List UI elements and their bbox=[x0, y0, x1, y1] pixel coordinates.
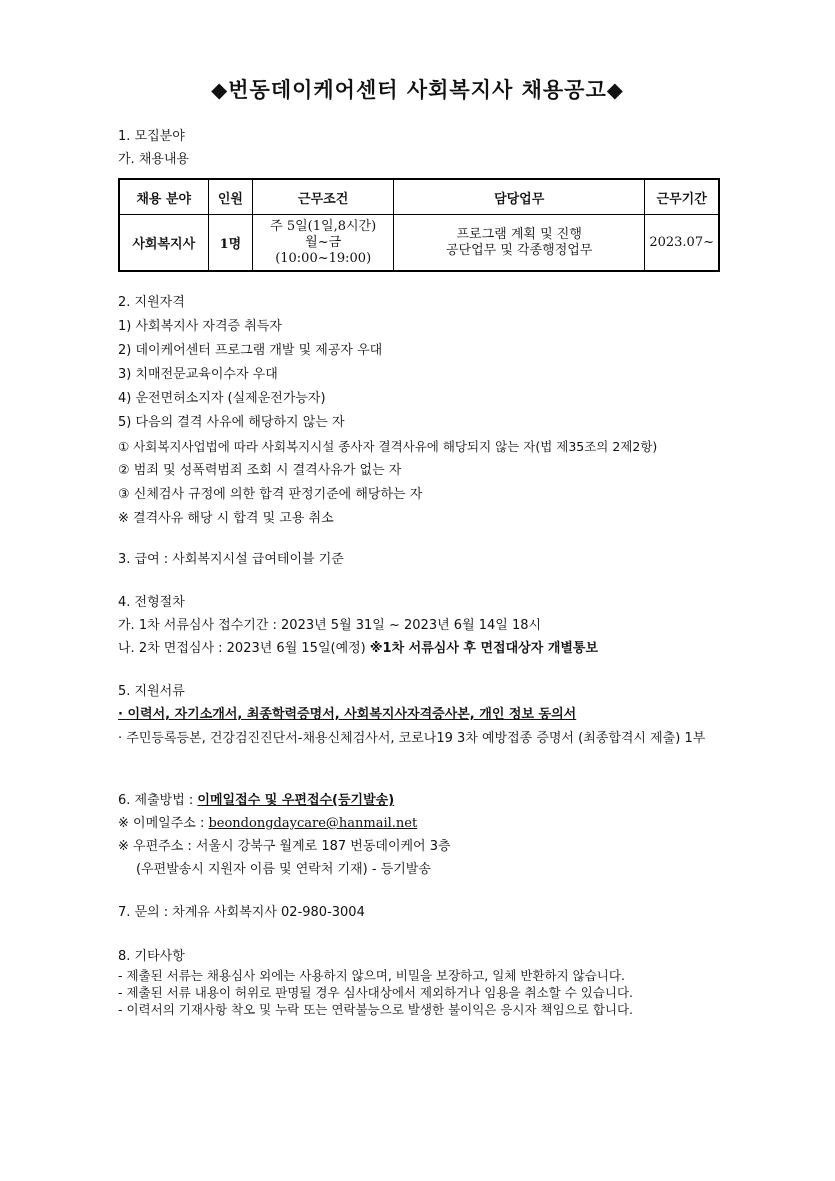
selection-step-1: 가. 1차 서류심사 접수기간 : 2023년 5월 31일 ~ 2023년 6월 14일 18시 bbox=[118, 618, 542, 633]
email-link[interactable]: beondongdaycare@hanmail.net bbox=[208, 816, 418, 831]
selection-step-2 bbox=[118, 640, 598, 657]
qualification-item: 4) 운전면허소지자 (실제운전가능자) bbox=[118, 391, 326, 406]
condition-line: (10:00~19:00) bbox=[275, 250, 372, 266]
cell-condition bbox=[253, 215, 394, 272]
header-condition: 근무조건 bbox=[253, 179, 394, 215]
qualification-item: ② 범죄 및 성폭력범죄 조회 시 결격사유가 없는 자 bbox=[118, 463, 402, 478]
cell-duty bbox=[394, 215, 645, 272]
email-line bbox=[118, 815, 417, 832]
additional-documents: · 주민등록등본, 건강검진진단서-채용신체검사서, 코로나19 3차 예방접종 증명서 (최종합격시 제출) 1부 bbox=[118, 731, 706, 746]
email-label: ※ 이메일주소 : bbox=[118, 816, 209, 831]
notice-item: - 제출된 서류 내용이 허위로 판명될 경우 심사대상에서 제외하거나 임용을 취소할 수 있습니다. bbox=[118, 985, 634, 1000]
duty-line: 공단업무 및 각종행정업무 bbox=[445, 242, 593, 258]
qualification-item: 3) 치매전문교육이수자 우대 bbox=[118, 367, 278, 382]
interview-date: 나. 2차 면접심사 : 2023년 6월 15일(예정) bbox=[118, 641, 370, 656]
qualification-note: ※ 결격사유 해당 시 합격 및 고용 취소 bbox=[118, 511, 334, 526]
duty-line: 프로그램 계획 및 진행 bbox=[456, 226, 582, 242]
header-duty: 담당업무 bbox=[394, 179, 645, 215]
table-row bbox=[119, 215, 719, 272]
section1-heading: 1. 모집분야 bbox=[118, 129, 185, 144]
submission-method: 이메일접수 및 우편접수(등기발송) bbox=[197, 793, 395, 808]
cell-period: 2023.07~ bbox=[645, 215, 719, 272]
qualification-item: 5) 다음의 결격 사유에 해당하지 않는 자 bbox=[118, 415, 345, 430]
cell-field: 사회복지사 bbox=[119, 215, 208, 272]
salary-line: 3. 급여 : 사회복지시설 급여테이블 기준 bbox=[118, 552, 344, 567]
condition-line: 월~금 bbox=[305, 234, 342, 250]
section8-heading: 8. 기타사항 bbox=[118, 949, 185, 964]
postal-address: ※ 우편주소 : 서울시 강북구 월계로 187 번동데이케어 3층 bbox=[118, 839, 451, 854]
header-period: 근무기간 bbox=[645, 179, 719, 215]
recruit-table bbox=[118, 178, 720, 272]
qualification-item: ① 사회복지사업법에 따라 사회복지시설 종사자 결격사유에 해당되지 않는 자(법 제35조의 2제2항) bbox=[118, 439, 658, 454]
section4-heading: 4. 전형절차 bbox=[118, 595, 185, 610]
postal-note: (우편발송시 지원자 이름 및 연락처 기재) - 등기발송 bbox=[136, 862, 431, 877]
notice-item: - 이력서의 기재사항 착오 및 누락 또는 연락불능으로 발생한 불이익은 응시자 책임으로 합니다. bbox=[118, 1002, 634, 1017]
header-count: 인원 bbox=[208, 179, 253, 215]
interview-note: ※1차 서류심사 후 면접대상자 개별통보 bbox=[369, 641, 599, 656]
page-title: ◆번동데이케어센터 사회복지사 채용공고◆ bbox=[211, 77, 624, 102]
section1-subheading: 가. 채용내용 bbox=[118, 152, 190, 167]
condition-line: 주 5일(1일,8시간) bbox=[270, 218, 377, 234]
required-documents: · 이력서, 자기소개서, 최종학력증명서, 사회복지사자격증사본, 개인 정보 동의서 bbox=[118, 707, 577, 722]
qualification-item: 2) 데이케어센터 프로그램 개발 및 제공자 우대 bbox=[118, 343, 383, 358]
qualification-item: 1) 사회복지사 자격증 취득자 bbox=[118, 319, 282, 334]
section2-heading: 2. 지원자격 bbox=[118, 295, 185, 310]
contact-line: 7. 문의 : 차계유 사회복지사 02-980-3004 bbox=[118, 905, 365, 920]
qualification-item: ③ 신체검사 규정에 의한 합격 판정기준에 해당하는 자 bbox=[118, 487, 423, 502]
section6-heading bbox=[118, 792, 394, 809]
section5-heading: 5. 지원서류 bbox=[118, 684, 185, 699]
notice-item: - 제출된 서류는 채용심사 외에는 사용하지 않으며, 비밀을 보장하고, 일체 반환하지 않습니다. bbox=[118, 968, 625, 983]
header-field: 채용 분야 bbox=[119, 179, 208, 215]
cell-count: 1명 bbox=[208, 215, 253, 272]
submission-prefix: 6. 제출방법 : bbox=[118, 793, 198, 808]
table-header-row bbox=[119, 179, 719, 215]
